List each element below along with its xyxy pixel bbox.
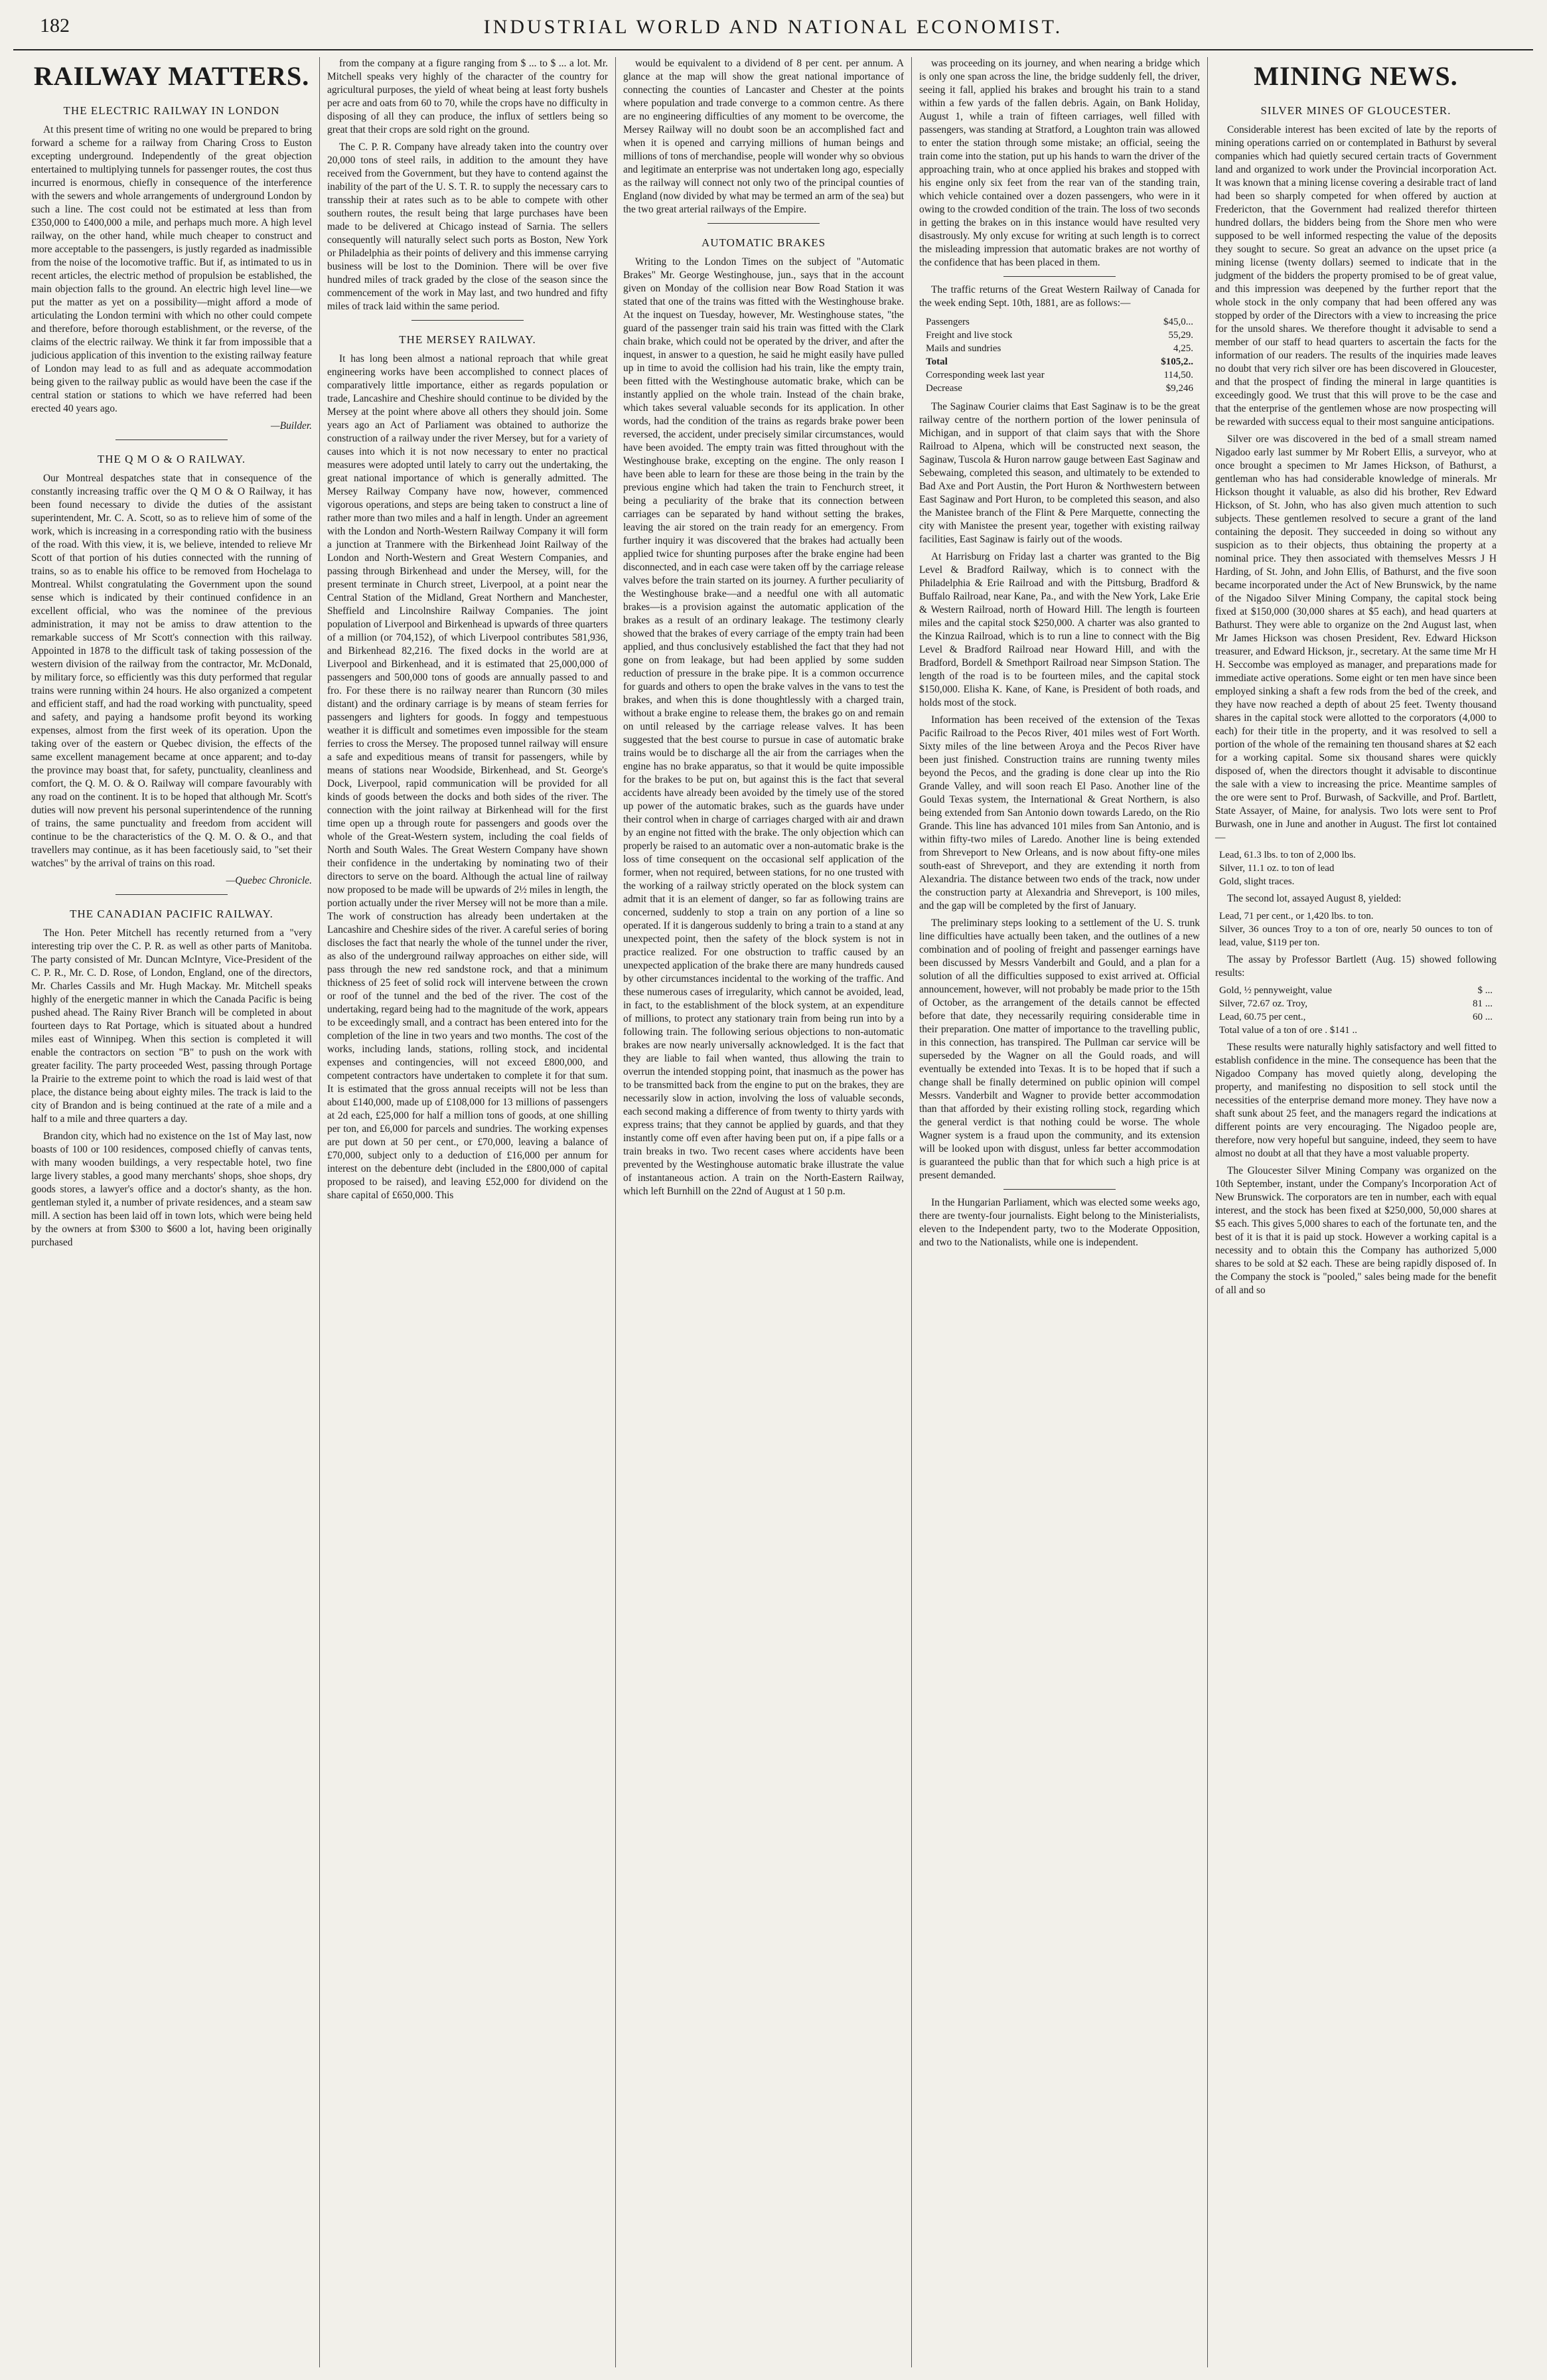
assay-line: Silver, 36 ounces Troy to a ton of ore, nearly 50 ounces to ton of lead, value, $119 per ton.	[1219, 924, 1493, 948]
article-paragraph: The assay by Professor Bartlett (Aug. 15) showed following results:	[1215, 954, 1497, 979]
article-paragraph: was proceeding on its journey, and when nearing a bridge which is only one span across the line, the bridge suddenly fell, the driver, seeing it fall, applied his brakes and brought his train to a stand within a few yards of the fallen debris. Again, on Bank Holiday, August 1, while a train of fifteen carriages, well filled with passengers, was standing at Stratford, a Loughton train was allowed to enter the station through some mistake; an official, seeing the train come into the station, put up his hands to warn the driver of the approaching train, who at once applied his brakes and stopped with his engine only six feet from the rear van of the standing train, which vehicle contained over a dozen passengers, who were in it owing to the crowded condition of the train. The loss of two seconds in getting the brakes on in this instance would have resulted very disastrously. My only excuse for writing at such length is to correct the misleading impression that automatic brakes are not worthy of the confidence that has been placed in them.	[919, 58, 1200, 268]
article-title: THE MERSEY RAILWAY.	[399, 333, 536, 346]
traffic-row: Passengers $45,0...	[926, 317, 1193, 327]
article-paragraph: Our Montreal despatches state that in consequence of the constantly increasing traffic over the Q M O & O Railway, it has been found necessary to divide the duties of the assistant superintendent, Mr. C. A. Scott, so as to relieve him of some of the work, which is increasing in a corresponding ratio with the business of the road. With this view, it is, we believe, intended to relieve Mr Scott of that portion of his duties connected with the running of trains, so as to enable his office to be removed from Hochelaga to Montreal. Whilst congratulating the Government upon the sound sense which is indicated by their continued confidence in an excellent official, who was the nominee of the previous administration, it may not be amiss to draw attention to the remarkable success of Mr Scott's connection with this railway. Appointed in 1878 to the difficult task of taking possession of the western division of the railway from the contractor, Mr. McDonald, by military force, so efficiently was this duty performed that regular trains were running within 24 hours. He also organized a competent and efficient staff, and had the road working with punctuality, speed and safety, and paying a handsome profit beyond its working expenses, almost from the first week of its operation. Upon the taking over of the eastern or Quebec division, the effects of the same excellent management became at once apparent; and to-day the province may boast that, for safety, punctuality, cleanliness and comfort, the Q. M. O. & O. Railway will compare favourably with any road on the continent. It is to be hoped that although Mr. Scott's duties will now prevent his personal superintendence of the running of trains, the same punctuality and freedom from accident will continue to be the characteristics of the Q. M. O. & O., and that travellers may continue, as it has been facetiously said, to "set their watches" by the arrival of trains on this road.	[31, 473, 312, 869]
article-source: —Quebec Chronicle.	[226, 875, 312, 886]
assay-line: Gold, slight traces.	[1219, 876, 1295, 887]
article-title: AUTOMATIC BRAKES	[701, 236, 826, 249]
traffic-row: Total $105,2..	[926, 357, 1193, 367]
article-paragraph: Silver ore was discovered in the bed of a small stream named Nigadoo early last summer by Mr Robert Ellis, a surveyor, who at once brought a specimen to Mr James Hickson, of Bathurst, a gentleman who has had considerable knowledge of minerals. Mr Hickson thought it valuable, as also did his brother, Rev Edward Hickson, of St. John, who has also given much attention to such subjects. These gentlemen resolved to secure a grant of the land containing the deposit. They succeeded in doing so without any suspicion as to their objects, thus obtaining the property at a nominal price. They then associated with themselves Messrs J H Harding, of St. John, and John Ellis, of Bathurst, and the five soon became incorporated under the Act of New Brunswick, by the name of the Nigadoo Silver Mining Company, the capital stock being fixed at $150,000 (30,000 shares at $5 each), and head quarters at Bathurst. They were able to organize on the 2nd August last, when Mr James Hickson was chosen President, Rev. Edward Hickson treasurer, and Edward Hickson, jr., secretary. At the same time Mr H H. Seccombe was employed as manager, and preparations made for immediate active operations. Some eight or ten men have since been employed sinking a shaft a few rods from the bed of the creek, and they have now reached a depth of about 25 feet. Twenty thousand shares in the capital stock were allotted to the corporators (4,000 to each) for their title in the property, and it was resolved to sell a portion of the whole of the remaining ten thousand shares at $2 each for a working capital. Some six thousand shares were quickly disposed of, when the directors thought it advisable to discontinue the sale with a view to increasing the price. Meantime samples of the ore were sent to Prof. Burwash, of Sackville, and Prof. Bartlett, State Assayer, of Maine, for analysis. Two lots were sent to Prof Burwash, one in June and another in August. The first lot contained—	[1215, 434, 1497, 843]
assay-results	[1219, 910, 1493, 949]
assay-line: Lead, 71 per cent., or 1,420 lbs. to ton.	[1219, 911, 1374, 921]
article-paragraph: The Gloucester Silver Mining Company was organized on the 10th September, instant, under the Company's Incorporation Act of New Brunswick. The corporators are ten in number, each with equal interest, and the stock has been fixed at $250,000, 50,000 shares at $5 each. This gives 5,000 shares to each of the fortunate ten, and the best of it is that it is paid up stock. However a working capital is a necessity and to obtain this the Company has authorized 5,000 shares to be sold at $2 each. These are being rapidly disposed of. In the Company the stock is "pooled," sales being made for the benefit of all and so	[1215, 1165, 1497, 1296]
article-paragraph: The preliminary steps looking to a settlement of the U. S. trunk line difficulties have actually been taken, and the outlines of a new combination and of pooling of freight and passenger earnings have been discussed by Messrs Vanderbilt and Gould, and a plan for a solution of all the difficulties supposed to exist arrived at. Official announcement, however, will not probably be made prior to the 15th of October, as the arrangement of the details cannot be effected before that date, they necessarily requiring considerable time in their preparation. One matter of importance to the travelling public, in this connection, has transpired. The Pullman car service will be superseded by the Wagner on all the Gould roads, and will eventually be extended into Texas. It is to be hoped that if such a change shall be finally determined on public opinion will compel Messrs. Vanderbilt and Wagner to provide better accommodation than that afforded by their existing rolling stock, regarding which the general verdict is that nothing could be worse. The whole Wagner system is a fraud upon the community, and its extension will be looked upon with disgust, unless far better accommodation is guaranteed the public than that for which such a high price is at present demanded.	[919, 917, 1200, 1181]
traffic-row: Corresponding week last year 114,50.	[926, 370, 1193, 380]
running-head: INDUSTRIAL WORLD AND NATIONAL ECONOMIST.	[483, 16, 1063, 38]
divider	[1003, 276, 1116, 277]
assay-values	[1219, 984, 1493, 1037]
assay-row: Silver, 72.67 oz. Troy, 81 ...	[1219, 998, 1493, 1009]
article-paragraph: It has long been almost a national reproach that while great engineering works have been accomplished to connect places of comparatively little importance, either as regards population or trade, Lancashire and Cheshire should continue to be divided by the Mersey at the point where above all others they should join. Some years ago an Act of Parliament was obtained to authorize the construction of a railway under the river Mersey, but for a variety of causes into which it is not now necessary to enter no practical measures were adopted until lately to carry out the undertaking, the great national importance of which is generally admitted. The Mersey Railway Company have now, however, commenced vigorous operations, and steps are being taken to construct a line of rather more than two miles and a half in length. Under an agreement with the London and North-Western Railway Company it will form a junction at Tranmere with the Birkenhead Joint Railway of the London and North-Western and Great Western Companies, and passing through Birkenhead and under the Mersey, will, for the present terminate in Church street, Liverpool, at a point near the Central Station of the Midland, Great Northern and Manchester, Sheffield and Lincolnshire Railway Companies. The joint population of Liverpool and Birkenhead is upwards of three quarters of a million (or 704,152), of which Liverpool contributes 581,936, and Birkenhead 82,216. The fixed docks in the world are at Liverpool and Birkenhead, and it is estimated that 25,000,000 of passengers and 500,000 tons of goods are annually passed to and fro. For these there is no railway nearer than Runcorn (30 miles distant) and the ordinary carriage is by means of steam ferries for passengers and lighters for goods. In foggy and tempestuous weather it is difficult and sometimes even impossible for the steam ferries to cross the Mersey. The proposed tunnel railway will ensure a safe and expeditious means of transit for passengers, while by means of stations near Woodside, Birkenhead, and St. George's Dock, Liverpool, rapid communication will be provided for all kinds of goods between the docks and both sides of the river. The connection with the joint railway at Birkenhead will for the first time open up a through route for passengers and goods over the whole of the Great-Western system, including the coal fields of North and South Wales. The Great Western Company have shown their confidence in the undertaking by nominating two of their directors to serve on the board. Although the actual line of railway now proposed to be made will be upwards of 2½ miles in length, the portion actually under the river Mersey will not be more than a mile. The work of construction has already been undertaken at the Lancashire and Cheshire sides of the river. A careful series of boring discloses the fact that nearly the whole of the tunnel under the river, as also of the underground railway approaches on either side, will pass through the new red sandstone rock, and that a minimum thickness of 25 feet of solid rock will intervene between the crown or roof of the tunnel and the bed of the river. The cost of the undertaking, regard being had to the magnitude of the work, appears to be exceedingly small, and a contract has been entered into for the completion of the line in two years and two months. The cost of the works, including lands, stations, rolling stock, and incidental expenses and contingencies, will not exceed £800,000, and competent contractors have undertaken to complete it for that sum. It is estimated that the gross annual receipts will not be less than about £140,000, made up of £108,000 for 13 millions of passengers at 2d each, £25,000 for half a million tons of goods, at one shilling per ton, and £6,000 for parcels and sundries. The working expenses are put down at 50 per cent., or £70,000, leaving a balance of £70,000, subject only to a deduction of £16,000 per annum for interest on the debenture debt (included in the £800,000 of capital proposed to be raised), and leaving £52,000 for dividend on the share capital of £650,000. This	[327, 353, 608, 1201]
page-number: 182	[40, 15, 70, 37]
traffic-row: Decrease $9,246	[926, 383, 1193, 394]
traffic-row: Mails and sundries 4,25.	[926, 343, 1193, 354]
assay-line: Silver, 11.1 oz. to ton of lead	[1219, 863, 1335, 874]
article-paragraph: Information has been received of the extension of the Texas Pacific Railroad to the Pecos River, 401 miles west of Fort Worth. Sixty miles of the line between Aroya and the Pecos River have been just finished. Construction trains are running twenty miles beyond the Pecos, and the grading is done clear up into the Rio Grande Valley, and will soon reach El Paso. Another line of the Gould Texas system, the International & Great Northern, is also being extended from San Antonio down towards Laredo, on the Rio Grande. This line has advanced 101 miles from San Antonio, and is within fifty-two miles of Laredo. Another line is being extended from Shreveport to New Orleans, and is now about fifty-one miles south-east of Shreveport, and they are extending it north from Alexandria. The distance between two ends of the track, now under the construction party at Alexandria and Shreveport, is 100 miles, and the gap will be completed by the first of January.	[919, 714, 1200, 912]
article-paragraph: from the company at a figure ranging from $ ... to $ ... a lot. Mr. Mitchell speaks very highly of the character of the country for agricultural purposes, the yield of wheat being at least forty bushels per acre and oats from 60 to 70, while the crops have no difficulty in disposing of all they can produce, the influx of settlers being so great that their crops are sold right on the ground.	[327, 58, 608, 135]
article-title: THE ELECTRIC RAILWAY IN LONDON	[63, 104, 280, 117]
divider	[707, 223, 820, 224]
traffic-returns-table	[926, 315, 1193, 395]
divider	[1003, 1189, 1116, 1190]
section-title-railway: RAILWAY MATTERS.	[33, 61, 310, 91]
article-paragraph: The Saginaw Courier claims that East Saginaw is to be the great railway centre of the northern portion of the lower peninsula of Michigan, and in support of that claim says that with the Shore Railroad to Alpena, which will be constructed next season, the Saginaw, Tuscola & Huron narrow gauge between East Saginaw and Sebewaing, completed this season, and ultimately to be extended to Bad Axe and Port Austin, the Port Huron & Northwestern between East Saginaw and Port Huron, to be completed this season, and also the Manistee branch of the Flint & Pere Marquette, connecting the city with Manistee the present year, together with existing railway facilities, East Saginaw is fairly out of the woods.	[919, 401, 1201, 545]
article-paragraph: The traffic returns of the Great Western Railway of Canada for the week ending Sept. 10th, 1881, are as follows:—	[919, 284, 1200, 309]
assay-total: Total value of a ton of ore . $141 ..	[1219, 1025, 1358, 1036]
column-5	[1208, 57, 1504, 2367]
article-paragraph: At Harrisburg on Friday last a charter was granted to the Big Level & Bradford Railway, which is to connect with the Philadelphia & Erie Railroad and with the Pittsburg, Bradford & Buffalo Railroad, near Kane, Pa., and with the New York, Lake Erie & Western Railroad, north of Howard Hill. The length is fourteen miles and the capital stock $250,000. A charter was also granted to the Kinzua Railroad, which is to run a line to connect with the Big Level & Bradford Railroad near Howard Hill, and with the Bradford, Bordell & Smethport Railroad near Simpson Station. The length of the road is to be fourteen miles, and the capital stock $150,000. Elisha K. Kane, of Kane, is President of both roads, and holds most of the stock.	[919, 551, 1200, 708]
assay-results	[1219, 848, 1493, 888]
column-2	[320, 57, 616, 2367]
article-paragraph: In the Hungarian Parliament, which was elected some weeks ago, there are twenty-four journalists. Eight belong to the Ministerialists, eleven to the Independent party, two to the Moderate Opposition, and two to the Nationalists, while one is independent.	[919, 1197, 1200, 1248]
article-title: SILVER MINES OF GLOUCESTER.	[1260, 104, 1451, 117]
article-title: THE Q M O & O RAILWAY.	[97, 453, 246, 465]
column-3	[616, 57, 912, 2367]
divider	[115, 439, 228, 440]
section-title-mining: MINING NEWS.	[1254, 61, 1458, 91]
article-paragraph: The second lot, assayed August 8, yielded:	[1227, 893, 1402, 904]
article-title: THE CANADIAN PACIFIC RAILWAY.	[70, 908, 273, 920]
assay-row: Gold, ½ pennyweight, value $ ...	[1219, 985, 1493, 996]
article-paragraph: Brandon city, which had no existence on the 1st of May last, now boasts of 100 or 100 residences, composed chiefly of canvas tents, with many wooden buildings, a very respectable hotel, two fine large livery stables, a good many merchants' shops, shoe shops, dry goods stores, a lawyer's office and a doctor's shanty, as the hon. gentleman styled it, a number of private residences, and a steam saw mill. A section has been laid off in town lots, which were being held by the owners at from $300 to $600 a lot, having been originally purchased	[31, 1131, 312, 1248]
column-1	[24, 57, 320, 2367]
article-paragraph: These results were naturally highly satisfactory and well fitted to establish confidence in the mine. The consequence has been that the Nigadoo Company has moved quietly along, developing the property, and manifesting no disposition to sell stock until the necessities of the enterprise demand more money. They have now a shaft sunk about 25 feet, and the managers regard the indications at different points are very encouraging. The Nigadoo people are, therefore, now very hopeful but sanguine, indeed, they seem to have almost no doubt at all that they have a most valuable property.	[1215, 1042, 1497, 1159]
masthead	[13, 9, 1533, 50]
assay-line: Lead, 61.3 lbs. to ton of 2,000 lbs.	[1219, 850, 1356, 860]
article-paragraph: would be equivalent to a dividend of 8 per cent. per annum. A glance at the map will show the great national importance of connecting the counties of Lancaster and Chester at the points where population and trade converge to a common centre. As there are no engineering difficulties of any moment to be overcome, the Mersey Railway will no doubt soon be an accomplished fact and when it is opened and carrying millions of human beings and millions of tons of merchandise, people will wonder why so obvious and legitimate an enterprise was not undertaken long ago, especially as the railway will connect not only two of the principal counties of England (now divided by what may be termed an arm of the sea) but the two great arterial railways of the Empire.	[623, 58, 904, 215]
traffic-row: Freight and live stock 55,29.	[926, 330, 1193, 341]
article-paragraph: The C. P. R. Company have already taken into the country over 20,000 tons of steel rails, in addition to the amount they have received from the Government, but they have to contend against the inability of the part of the U. S. T. R. to supply the necessary cars to transship their at rates such as to be able to compete with other southern routes, the result being that large purchases have been made to be delivered at Chicago instead of Sarnia. The sellers consequently will naturally select such ports as Boston, New York or Philadelphia as their points of delivery and this immense carrying business will be lost to the Dominion. There will be over five hundred miles of track graded by the close of the season since the commencement of the work in May last, and two hundred and fifty miles of track laid within the same period.	[327, 141, 608, 312]
assay-row: Lead, 60.75 per cent., 60 ...	[1219, 1012, 1493, 1022]
article-source: —Builder.	[271, 420, 312, 432]
article-paragraph: The Hon. Peter Mitchell has recently returned from a "very interesting trip over the C. P. R. as well as other parts of Manitoba. The party consisted of Mr. Duncan McIntyre, Vice-President of the C. P. R., Mr. C. D. Rose, of London, England, one of the directors, Mr. Charles Cassils and Mr. Hugh Mackay. Mr. Mitchell speaks highly of the energetic manner in which the Canada Pacific is being pushed ahead. The Rainy River Branch will be completed in about fourteen days to Rat Portage, which is situated about a hundred miles east of Winnipeg. When this section is completed it will enable the contractors on section "B" to push on the work with greater facility. The party proceeded West, passing through Portage la Prairie to the extreme point to which the road is laid west of that place, the distance being about eighty miles. The track is laid to the city of Brandon and is being continued at the rate of a mile and a half to a mile and three quarters a day.	[31, 927, 312, 1125]
article-paragraph: Writing to the London Times on the subject of "Automatic Brakes" Mr. George Westinghouse, jun., says that in the account given on Monday of the collision near Bow Road Station it was stated that one of the trains was fitted with the Westinghouse brake. At the inquest on Tuesday, however, Mr. Westinghouse states, "the guard of the passenger train said his train was fitted with the Clark chain brake, which could not be operated by the driver, and after the inquest, in answer to a question, he said he might easily have pulled up in time to avoid the collision had his train, like the empty train, been fitted with the Westinghouse automatic brake, which can be instantly applied on the whole train. Instead of the chain brake, which takes several valuable seconds for its application. In other words, had the condition of the trains as regards brake power been reversed, the accident, under precisely similar circumstances, would have been avoided. The empty train was fitted throughout with the Westinghouse brake, excepting on the engine. The only reason I have been able to learn for these are those being in the train by the previous engine which had taken the train to Fenchurch street, it being a peculiarity of the brake that its connection between carriages can be separated by hand without setting the brakes, leaving the air stored on the train ready for an emergency. From further inquiry it was discovered that the brakes had actually been applied twice for shunting purposes after the brake engine had been disconnected, and in each case were taken off by the carriage release valves before the train started on its journey. A further peculiarity of the Westinghouse brake—and a needful one with all automatic brakes—is a provision against the automatic application of the brakes as a result of an ordinary leakage. The testimony clearly showed that the brakes of every carriage of the empty train had been applied, and thus conclusively established the fact that they had not gone on from leakage, but had been applied by some sudden reduction of pressure in the brake pipe. It is a common occurrence for guards and others to open the brake valves in the vans to test the brakes, and when this is done thoughtlessly with a charged train, without a brake engine to release them, the brakes go on and remain on until released by the carriage release valves. It has been suggested that the best course to pursue in case of automatic brake trains would be to discharge all the air from the carriages when the engine has no brake apparatus, so that it would be quite impossible for the brakes to be put on, but against this is the fact that several accidents have already been avoided by the timely use of the stored up power of the automatic brakes, such as the guards have under their control when in charge of carriages charged with air and drawn by an engine not fitted with the brake. The only objection which can properly be raised to an automatic over a non-automatic brake is the loss of time consequent on the occasional self application of the former, when not required, between stations, for no one trusted with the working of a railway strictly operated on the block system can admit that it is an element of danger, so far as following trains are concerned, suddenly to stop a train on any portion of a line so operated. If it is dangerous suddenly to bring a train to a stand at any unexpected point, then the safety of the block system is not in practice realized. For one obstruction to traffic caused by an unexpected application of the brake there are many hundreds caused by other circumstances incidental to the working of the traffic. And these numerous cases of irregularity, which cannot be avoided, lead, in fact, to the establishment of the block system, at an expenditure of millions, to protect any stationary train from being run into by a following train. The following serious objections to non-automatic brakes are now nearly universally acknowledged. It is the fact that they are liable to fail when wanted, thus allowing the train to overrun the intended stopping point, that inasmuch as the power has to be transmitted back from the engine to put on the brakes, they are necessarily slow in action, involving the loss of valuable seconds, each second making a difference of from twenty to thirty yards with express trains; that they cannot be applied by guards, and that they instantly come off even after having been put on, if a pipe falls or a train breaks in two. Two recent cases where accidents have been prevented by the Westinghouse automatic brake illustrate the value of instantaneous action. A train on the North-Eastern Railway, which left Burnhill on the 22nd of August at 1 50 p.m.	[623, 256, 904, 1197]
article-paragraph: At this present time of writing no one would be prepared to bring forward a scheme for a railway from Charing Cross to Euston excepting underground. Independently of the great objection entertained to multiplying tunnels for passenger routes, the cost thus incurred is enormous, chiefly in consequence of the interference with the sewers and whole arrangements of underground London by such a line. The cost could not be estimated at less than from £350,000 to £400,000 a mile, and perhaps much more. A high level railway, on the other hand, while much cheaper to construct and more acceptable to the passengers, is justly regarded as inadmissible from the noise of the locomotive traffic. But if, as intimated to us in recent articles, the electric method of propulsion be established, the main objection falls to the ground. An electric high level line—we put the matter as yet on a possibility—might afford a mode of articulating the London termini with which no other could compete and therefore, before thorough establishment, or the reverse, of the claims of the electric railway. We think it far from impossible that a judicious application of this invention to the existing railway feature of London may lead to as full and as adequate accommodation being given to the railway public as would have been the case if the central station or stations to which we have referred had been erected 40 years ago.	[31, 124, 312, 414]
divider	[411, 320, 524, 321]
article-paragraph: Considerable interest has been excited of late by the reports of mining operations carried on or contemplated in Bathurst by several companies which had quietly secured certain tracts of Government land and organized to work under the Provincial incorporation Act. It was known that a mining license covering a desirable tract of land had been so sharply competed for when offered by auction at Fredericton, that the Government had realized therefor thirteen hundred dollars, the bidders being from the Shore men who were supposed to be well informed respecting the value of the deposits they sought to secure. So great an advance on the upset price (a mining license (twenty dollars) seemed to indicate that in the judgment of the bidders the property promised to be of great value, and this impression was deepened by the further report that the whole stock in the only company that had been offered any was stopped by order of the Directors with a view to increasing the price for the unsold shares. We therefore thought it advisable to send a member of our staff to head quarters to ascertain the facts for the information of our readers. The results of the inquiries made leaves no doubt that very rich silver ore has been discovered in Gloucester, and that the prospect of finding the mineral in large quantities is exceedingly good. We trust that this will prove to be the case and that the enterprise of the gentlemen whose are now prospecting will be rewarded with success equal to their most sanguine anticipations.	[1215, 124, 1497, 428]
column-4	[912, 57, 1208, 2367]
column-container	[24, 57, 1530, 2367]
divider	[115, 894, 228, 895]
